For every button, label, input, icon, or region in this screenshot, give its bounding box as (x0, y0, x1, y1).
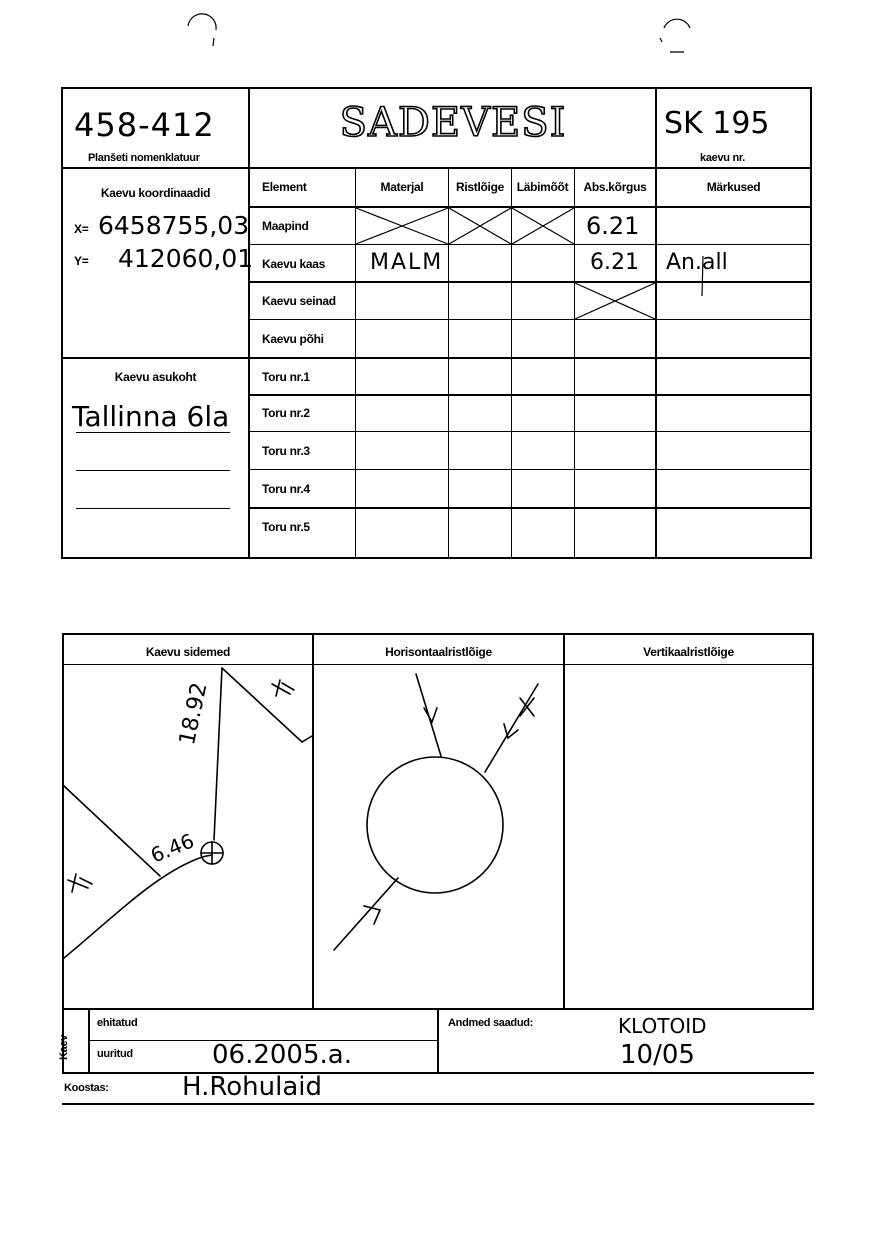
inflow-arrow-icon (424, 708, 437, 722)
data-received-value-2: 10/05 (620, 1040, 695, 1070)
compiled-value: H.Rohulaid (182, 1072, 323, 1102)
tie-line-18-92 (214, 668, 222, 840)
h-marker-mark (68, 874, 92, 892)
header-abs-height: Abs.kõrgus (583, 180, 647, 194)
sketch-col1-label: Kaevu sidemed (145, 645, 231, 659)
updated-label: uuritud (97, 1048, 133, 1060)
table-row-label: Toru nr.4 (262, 482, 310, 496)
table-row-label: Kaevu seinad (262, 294, 336, 308)
well-number-value: SK 195 (664, 106, 770, 141)
x-mark-icon (520, 698, 534, 716)
inflow-pipe-line (485, 684, 538, 772)
table-row-label: Toru nr.2 (262, 406, 310, 420)
table-row-label: Kaevu kaas (262, 257, 326, 271)
outflow-arrow-icon (364, 906, 380, 924)
nomenclature-value: 458-412 (74, 106, 215, 144)
h-marker-mark (272, 680, 294, 696)
table-row-label: Toru nr.3 (262, 444, 310, 458)
table-row-label: Kaevu põhi (262, 332, 324, 346)
updated-value: 06.2005.a. (212, 1040, 352, 1070)
nomenclature-label: Planšeti nomenklatuur (88, 152, 200, 164)
table-row-label: Maapind (262, 219, 309, 233)
distance-label-2: 6.46 (147, 828, 198, 868)
x-prefix: X= (74, 222, 89, 236)
header-diameter: Läbimõõt (516, 180, 569, 194)
sketch-col3-label: Vertikaalristlõige (643, 645, 734, 659)
distance-label-1: 18.92 (175, 680, 213, 748)
coordinates-label: Kaevu koordinaadid (100, 186, 211, 200)
building-wall-line (222, 668, 312, 742)
built-label: ehitatud (97, 1017, 138, 1029)
location-value: Tallinna 6la (72, 400, 230, 433)
y-coordinate-value: 412060,01 (118, 244, 254, 273)
page-title: SADEVESI (339, 100, 567, 146)
building-wall-line (64, 786, 160, 876)
table-row-label: Toru nr.1 (262, 370, 310, 384)
header-notes: Märkused (706, 180, 761, 194)
x-coordinate-value: 6458755,03 (98, 211, 250, 240)
abs-height-lid: 6.21 (590, 250, 639, 275)
data-received-label: Andmed saadud: (448, 1017, 534, 1029)
well-number-label: kaevu nr. (700, 152, 745, 164)
header-element: Element (262, 180, 307, 194)
curb-line (64, 855, 212, 958)
data-received-value-1: KLOTOID (618, 1014, 707, 1038)
well-side-label: Kaev (58, 1034, 70, 1060)
header-material: Materjal (380, 180, 424, 194)
material-lid: MALM (370, 250, 444, 275)
sketch-col2-label: Horisontaalristlõige (385, 645, 492, 659)
well-circle-icon (367, 757, 503, 893)
location-label: Kaevu asukoht (114, 370, 197, 384)
y-prefix: Y= (74, 254, 89, 268)
table-row-label: Toru nr.5 (262, 520, 310, 534)
compiled-label: Koostas: (64, 1082, 109, 1094)
header-cross-section: Ristlõige (456, 180, 504, 194)
abs-height-ground: 6.21 (586, 212, 640, 240)
outflow-pipe-line (334, 878, 398, 950)
notes-lid: An.all (666, 250, 728, 275)
